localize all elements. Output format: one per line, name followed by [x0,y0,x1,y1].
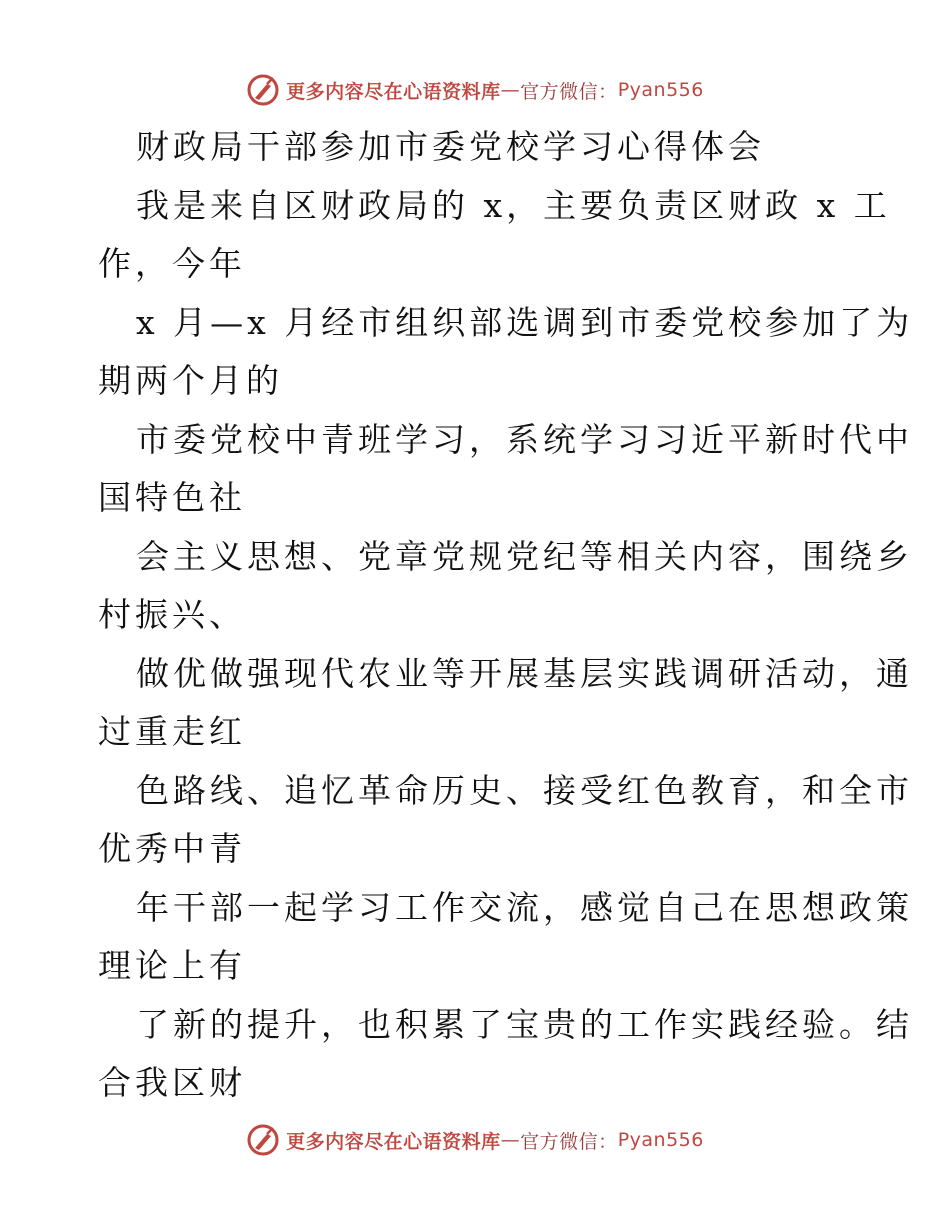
footer-brand-text: 更多内容尽在心语资料库 [286,1130,501,1153]
header-brand-text: 更多内容尽在心语资料库 [286,80,501,103]
footer-banner [0,1120,950,1160]
pen-logo-icon [246,1123,280,1157]
text-line: 村振兴、 [98,595,246,634]
header-wechat-handle: Pyan556 [617,79,704,101]
text-line: 会主义思想、党章党规党纪等相关内容，围绕乡 [136,536,913,576]
text-line: 年干部一起学习工作交流，感觉自己在思想政策 [136,887,913,927]
text-line: 市委党校中青班学习，系统学习习近平新时代中 [136,419,913,459]
footer-dash: — [500,1129,521,1151]
text-line: 期两个月的 [98,361,283,400]
footer-contact-label: 官方微信： [520,1130,618,1153]
text-line: 合我区财 [98,1063,246,1102]
pen-logo-icon [246,73,280,107]
text-line: 作，今年 [98,244,246,283]
header-banner [0,70,950,110]
text-line: 优秀中青 [98,829,246,868]
document-body [98,118,914,1113]
text-line: x 月—x 月经市组织部选调到市委党校参加了为 [136,302,914,342]
text-line: 过重走红 [98,712,246,751]
header-dash: — [500,79,521,101]
text-line: 色路线、追忆革命历史、接受红色教育，和全市 [136,770,913,810]
text-line: 了新的提升，也积累了宝贵的工作实践经验。结 [136,1004,913,1044]
header-contact-label: 官方微信： [520,80,618,103]
text-line: 理论上有 [98,946,246,985]
text-line: 我是来自区财政局的 x，主要负责区财政 x 工 [136,185,891,225]
footer-wechat-handle: Pyan556 [617,1129,704,1151]
document-title: 财政局干部参加市委党校学习心得体会 [136,127,765,166]
text-line: 国特色社 [98,478,246,517]
text-line: 做优做强现代农业等开展基层实践调研活动，通 [136,653,913,693]
